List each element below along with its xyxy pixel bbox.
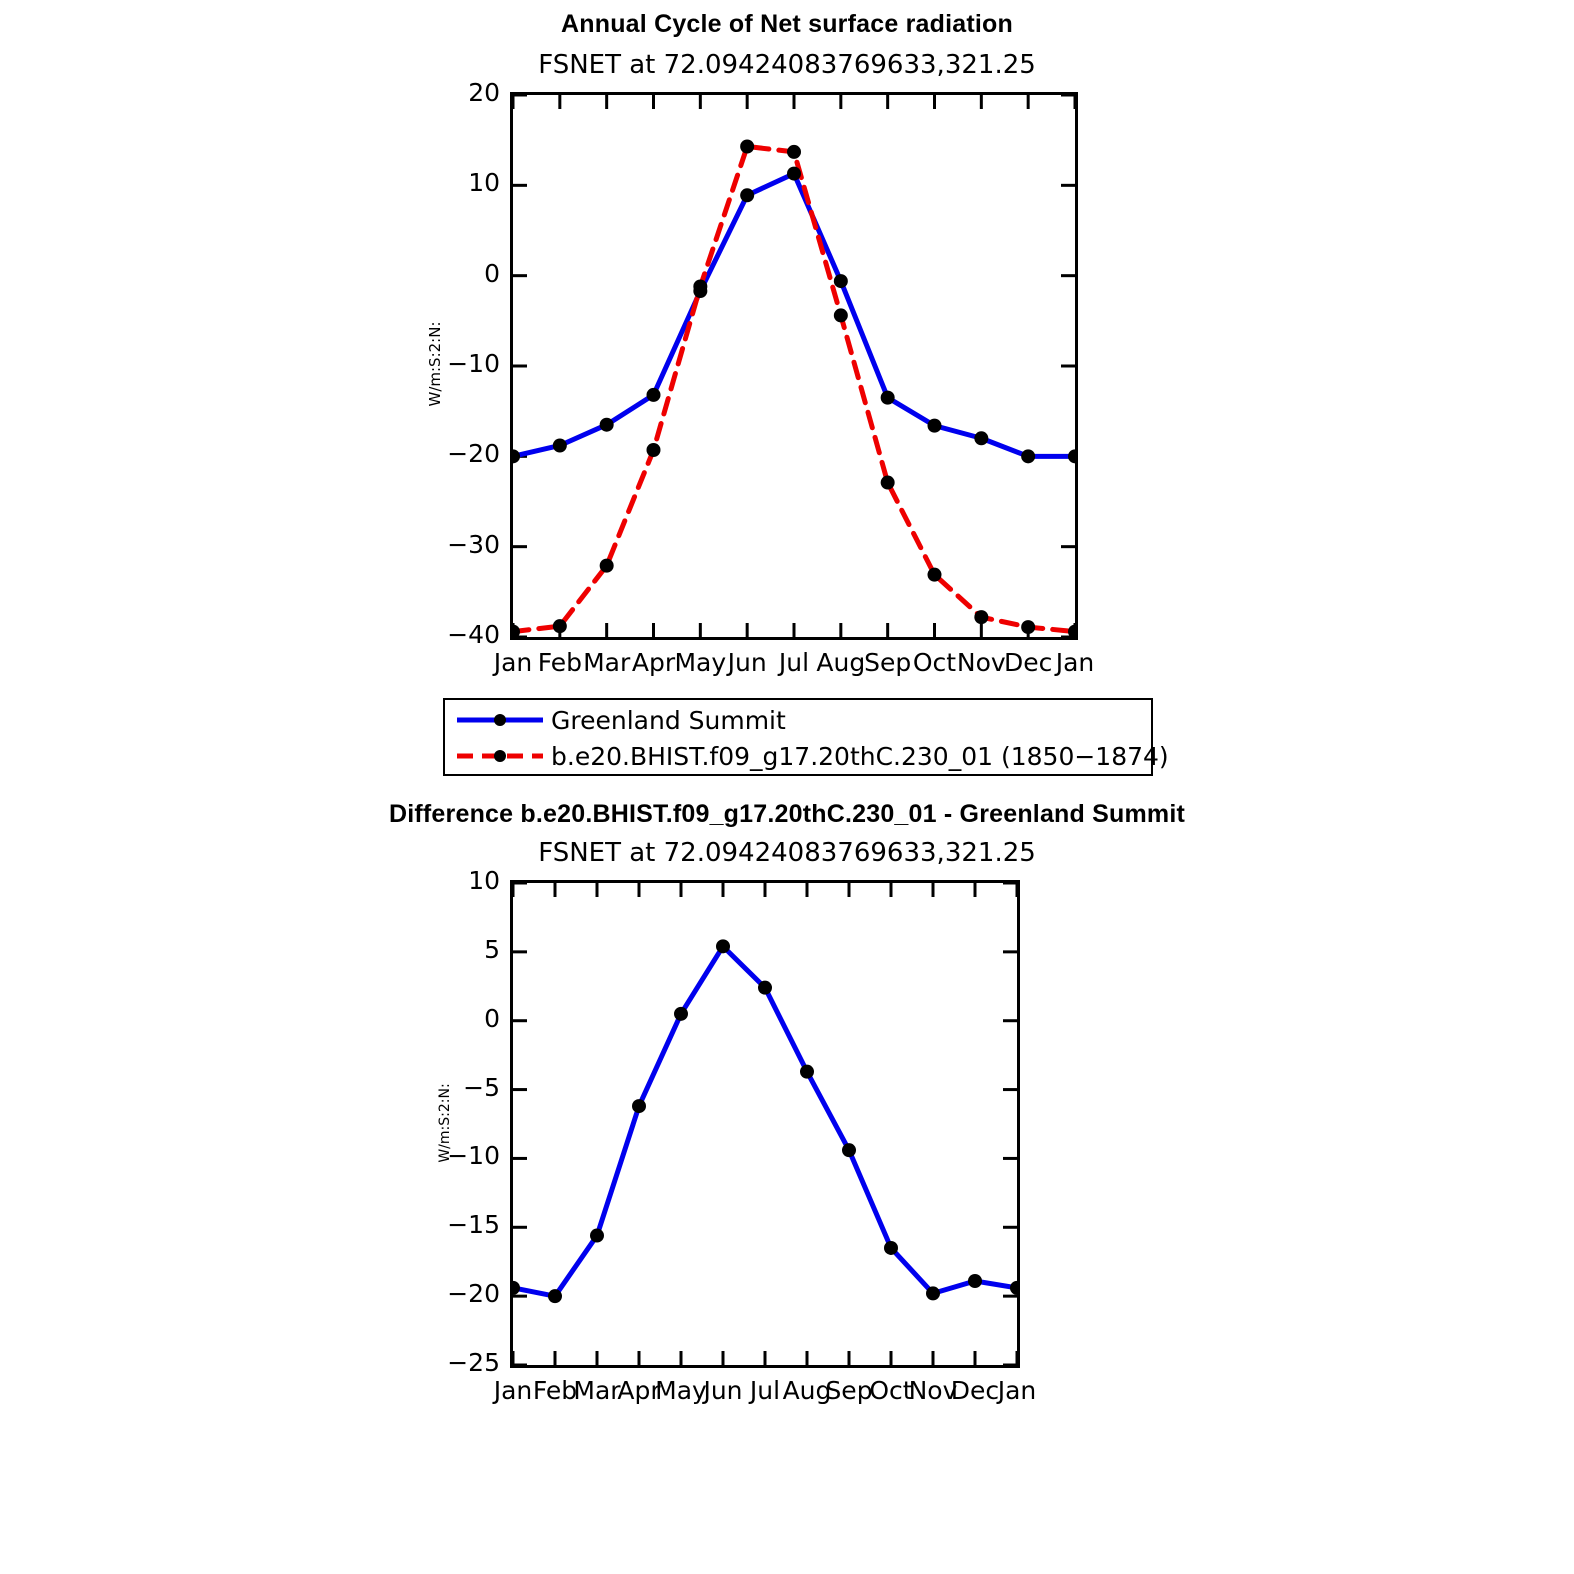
y-tick-label: 10 <box>468 866 500 895</box>
x-tick-label: Mar <box>573 1376 621 1405</box>
x-tick-label: Nov <box>908 1376 958 1405</box>
x-tick-label: May <box>674 648 727 677</box>
y-tick-label: 10 <box>468 168 500 198</box>
x-tick-label: Apr <box>617 1376 661 1405</box>
x-tick-label: Jul <box>749 1376 781 1405</box>
y-tick-label: −20 <box>447 439 500 469</box>
y-tick-label: −10 <box>447 349 500 378</box>
x-tick-label: Sep <box>864 648 912 677</box>
legend-label-1: b.e20.BHIST.f09_g17.20thC.230_01 (1850−1874) <box>551 741 1169 771</box>
x-tick-label: Feb <box>532 1376 578 1405</box>
x-tick-label: Dec <box>950 1376 1000 1405</box>
x-tick-label: Jun <box>727 648 767 677</box>
y-tick-label: −15 <box>447 1210 500 1240</box>
y-axis-label-top: W/m:S:2:N: <box>426 321 444 407</box>
x-tick-label: Jun <box>703 1376 743 1405</box>
x-tick-label: Jan <box>1055 648 1095 677</box>
legend-top <box>443 698 1169 776</box>
x-tick-label: Jan <box>493 1376 533 1405</box>
difference-title: Difference b.e20.BHIST.f09_g17.20thC.230_01 - Greenland Summit <box>388 800 1186 828</box>
x-tick-label: Aug <box>782 1376 832 1405</box>
y-axis-label-bottom: W/m:S:2:N: <box>437 1083 453 1163</box>
y-tick-label: −40 <box>447 620 500 649</box>
x-tick-label: Nov <box>956 648 1006 677</box>
x-tick-label: Jul <box>778 648 810 677</box>
chart-panel-difference <box>0 790 1574 1574</box>
x-tick-label: Jan <box>997 1376 1037 1405</box>
legend-label-0: Greenland Summit <box>551 705 786 735</box>
y-tick-label: 20 <box>468 78 500 107</box>
y-tick-label: −20 <box>447 1279 500 1309</box>
x-tick-label: Aug <box>816 648 866 677</box>
x-tick-label: Mar <box>583 648 631 677</box>
x-tick-label: Oct <box>869 1376 913 1405</box>
chart-subtitle-bottom: FSNET at 72.09424083769633,321.25 <box>538 838 1036 868</box>
y-tick-label: −30 <box>447 529 500 559</box>
legend-item-greenland-summit <box>455 702 786 738</box>
legend-item-bhist <box>455 738 1169 774</box>
legend-swatch-solid-line <box>455 705 545 735</box>
x-tick-label: Apr <box>631 648 676 677</box>
x-tick-label: Oct <box>912 648 957 677</box>
plot-area-top <box>510 92 1078 640</box>
x-tick-label: Feb <box>537 648 582 677</box>
y-tick-label: −25 <box>447 1348 500 1377</box>
y-tick-label: 5 <box>484 934 500 964</box>
page-title: Annual Cycle of Net surface radiation <box>561 10 1013 38</box>
y-tick-label: −5 <box>463 1072 500 1102</box>
x-tick-label: Sep <box>825 1376 873 1405</box>
x-tick-label: Dec <box>1003 648 1053 677</box>
x-tick-label: Jan <box>493 648 533 677</box>
x-tick-label: May <box>655 1376 707 1405</box>
y-tick-label: 0 <box>484 258 500 288</box>
legend-swatch-dashed-line <box>455 741 545 771</box>
y-tick-label: 0 <box>484 1003 500 1033</box>
chart-subtitle-top: FSNET at 72.09424083769633,321.25 <box>538 50 1036 80</box>
plot-area-bottom <box>510 880 1020 1368</box>
y-tick-label: −10 <box>447 1141 500 1171</box>
